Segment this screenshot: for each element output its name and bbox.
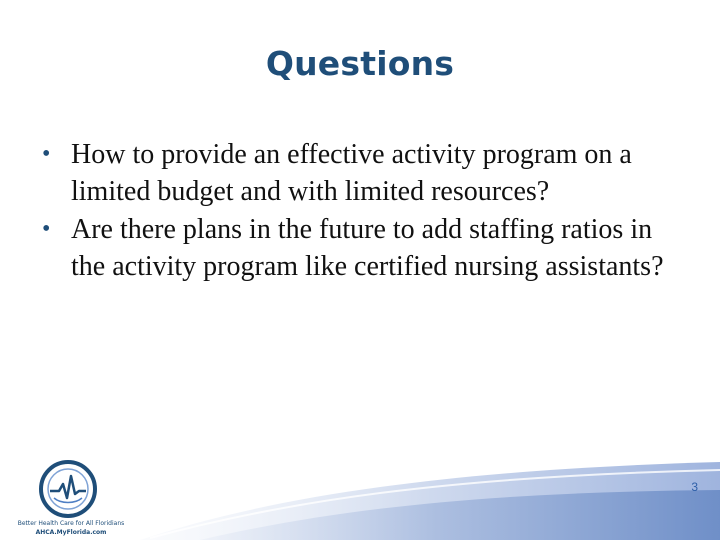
bullet-text: Are there plans in the future to add staffing ratios in the activity program like certified nursing assistants? [71, 214, 664, 282]
bullet-item [42, 211, 692, 285]
bullet-dot: • [42, 216, 51, 242]
bullet-list [42, 136, 692, 286]
bullet-item [42, 136, 692, 210]
bullet-text: How to provide an effective activity program on a limited budget and with limited resources? [71, 139, 632, 207]
logo-org-name: AHCA.MyFlorida.com [35, 529, 107, 536]
ahca-heartbeat-seal-icon [39, 460, 97, 518]
page-number: 3 [691, 480, 698, 494]
bullet-dot: • [42, 141, 51, 167]
logo-tagline: Better Health Care for All Floridians [17, 520, 125, 527]
ahca-logo [12, 458, 132, 540]
slide-title: Questions [265, 44, 455, 83]
